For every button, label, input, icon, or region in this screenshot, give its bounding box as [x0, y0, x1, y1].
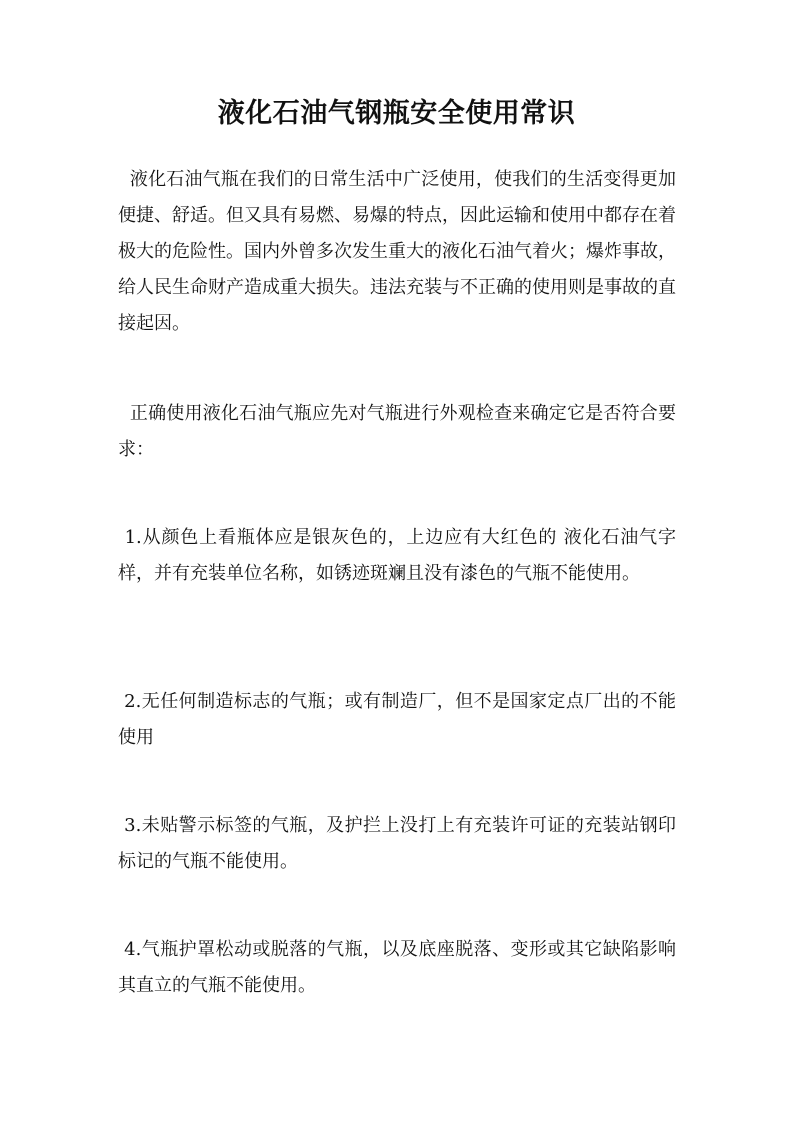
- document-title: 液化石油气钢瓶安全使用常识: [217, 98, 576, 129]
- paragraph-intro: 液化石油气瓶在我们的日常生活中广泛使用，使我们的生活变得更加便捷、舒适。但又具有易燃、易爆的特点，因此运输和使用中都存在着极大的危险性。国内外曾多次发生重大的液化石油气着火；爆炸事故，给人民生命财产造成重大损失。违法充装与不正确的使用则是事故的直接起因。: [118, 169, 676, 334]
- list-item-1: 1.从颜色上看瓶体应是银灰色的，上边应有大红色的 液化石油气字样，并有充装单位名称，如锈迹斑斓且没有漆色的气瓶不能使用。: [118, 527, 676, 584]
- paragraph-inspection-requirement: 正确使用液化石油气瓶应先对气瓶进行外观检查来确定它是否符合要求：: [118, 403, 676, 460]
- list-item-3: 3.未贴警示标签的气瓶，及护拦上没打上有充装许可证的充装站钢印标记的气瓶不能使用。: [118, 815, 676, 872]
- list-item-4: 4.气瓶护罩松动或脱落的气瓶，以及底座脱落、变形或其它缺陷影响其直立的气瓶不能使用。: [118, 939, 676, 996]
- list-item-2: 2.无任何制造标志的气瓶；或有制造厂，但不是国家定点厂出的不能使用: [118, 691, 676, 748]
